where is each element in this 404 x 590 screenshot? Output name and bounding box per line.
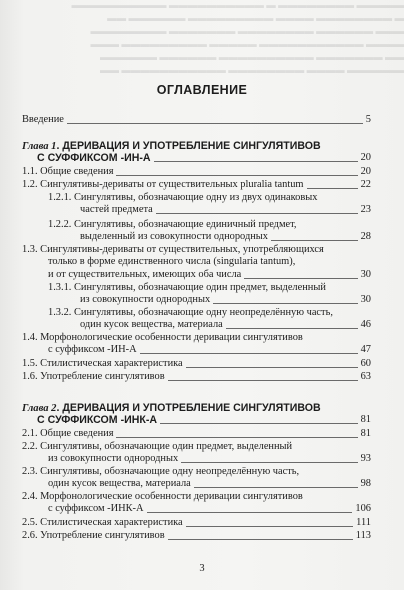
toc-entry-text: только в форме единственного числа (singularia tantum),	[48, 256, 296, 267]
leader-line	[168, 539, 353, 540]
toc-entry-text: 1.4. Морфонологические особенности деривации сингулятивов	[22, 332, 303, 343]
toc-entry-page: 30	[360, 294, 371, 305]
show-through-text: ▬▬▬▬▬ ▬▬▬▬▬▬▬▬ ▬ ▬▬▬▬▬▬▬▬▬▬ ▬▬▬▬▬▬▬▬▬▬ ▬ ▬▬▬▬▬▬▬▬ ▬▬▬▬ ▬▬▬▬▬▬▬▬▬ ▬▬▬▬▬▬ ▬▬ ▬▬▬ ▬▬▬▬▬▬ ▬▬▬▬▬▬▬▬ ▬▬▬▬▬▬▬ ▬▬▬▬▬▬▬▬ ▬▬▬▬ ▬▬▬▬▬▬▬▬▬▬▬ ▬▬▬▬▬ ▬▬▬▬▬▬▬▬▬ ▬▬▬ ▬▬ ▬▬▬▬▬▬▬ ▬▬▬▬▬▬▬▬▬▬ ▬▬▬▬▬▬ ▬▬▬▬▬▬ ▬▬▬▬▬▬ ▬▬▬▬ ▬▬▬▬▬▬▬▬ ▬▬▬▬▬▬▬▬▬▬▬ ▬▬	[71, 1, 404, 76]
toc-entry-text: 2.6. Употребление сингулятивов	[22, 530, 165, 541]
toc-entry-text: Введение	[22, 114, 64, 125]
toc-entry-text: 1.2. Сингулятивы-дериваты от существительных pluralia tantum	[22, 179, 304, 190]
leader-line	[307, 188, 358, 189]
chapter-label: Глава 1	[22, 141, 57, 152]
leader-line	[186, 526, 353, 527]
toc-entry-text: один кусок вещества, материала	[80, 319, 223, 330]
leader-line	[154, 161, 358, 162]
chapter-title: С СУФФИКСОМ -ИН-А	[37, 152, 151, 164]
toc-entry-text: 2.1. Общие сведения	[22, 428, 114, 439]
leader-line	[181, 462, 358, 463]
toc-entry-page: 98	[360, 478, 371, 489]
leader-line	[116, 175, 358, 176]
toc-entry-text: 1.3.2. Сингулятивы, обозначающие одну неопределённую часть,	[48, 307, 333, 318]
leader-line	[226, 328, 358, 329]
toc-entry-page: 63	[360, 371, 371, 382]
toc-entry-text: с суффиксом -ИН-А	[48, 344, 137, 355]
toc-entry-text: и от существительных, имеющих оба числа	[48, 269, 242, 280]
toc-entry-page: 113	[355, 530, 371, 541]
leader-line	[271, 240, 358, 241]
chapter-title: . ДЕРИВАЦИЯ И УПОТРЕБЛЕНИЕ СИНГУЛЯТИВОВ	[56, 402, 321, 414]
toc-entry-page: 106	[355, 503, 371, 514]
toc-entry-page: 20	[360, 152, 371, 163]
toc-entry-page: 28	[360, 231, 371, 242]
toc-entry-page: 81	[360, 414, 371, 425]
toc-entry-text: 2.2. Сингулятивы, обозначающие один предмет, выделенный	[22, 441, 293, 452]
toc-entry-text: частей предмета	[80, 204, 153, 215]
toc-entry-text: из совокупности однородных	[48, 453, 179, 464]
toc-entry-text: 2.5. Стилистическая характеристика	[22, 517, 183, 528]
toc-entry-text: 1.2.2. Сингулятивы, обозначающие единичный предмет,	[48, 219, 297, 230]
toc-entry-text: 2.3. Сингулятивы, обозначающие одну неопределённую часть,	[22, 466, 300, 477]
toc-entry-text: 1.2.1. Сингулятивы, обозначающие одну из двух одинаковых	[48, 192, 318, 203]
chapter-label: Глава 2	[22, 403, 57, 414]
toc-entry-page: 23	[360, 204, 371, 215]
page-title: ОГЛАВЛЕНИЕ	[156, 83, 248, 97]
toc-entry-text: из совокупности однородных	[80, 294, 211, 305]
toc-entry-text: выделенный из совокупности однородных	[80, 231, 268, 242]
leader-line	[194, 487, 358, 488]
toc-entry-page: 93	[360, 453, 371, 464]
leader-line	[147, 512, 352, 513]
leader-line	[244, 278, 358, 279]
toc-entry-text: 1.3.1. Сингулятивы, обозначающие один предмет, выделенный	[48, 282, 326, 293]
toc-entry-page: 47	[360, 344, 371, 355]
toc-entry-text: 1.6. Употребление сингулятивов	[22, 371, 165, 382]
toc-entry-text: 1.1. Общие сведения	[22, 166, 114, 177]
leader-line	[213, 303, 358, 304]
chapter-title: . ДЕРИВАЦИЯ И УПОТРЕБЛЕНИЕ СИНГУЛЯТИВОВ	[56, 140, 321, 152]
toc-entry-text: с суффиксом -ИНК-А	[48, 503, 144, 514]
toc-entry-page: 60	[360, 358, 371, 369]
toc-entry-text: 1.3. Сингулятивы-дериваты от существительных, употребляющихся	[22, 244, 324, 255]
leader-line	[67, 123, 363, 124]
toc-entry-page: 5	[365, 114, 371, 125]
chapter-title: С СУФФИКСОМ -ИНК-А	[37, 414, 158, 426]
leader-line	[168, 380, 358, 381]
toc-entry-page: 81	[360, 428, 371, 439]
leader-line	[116, 437, 358, 438]
leader-line	[160, 423, 358, 424]
toc-entry-text: 2.4. Морфонологические особенности деривации сингулятивов	[22, 491, 303, 502]
toc-entry-text: 1.5. Стилистическая характеристика	[22, 358, 183, 369]
leader-line	[140, 353, 358, 354]
page-number: 3	[199, 563, 205, 574]
toc-entry-page: 30	[360, 269, 371, 280]
toc-entry-page: 20	[360, 166, 371, 177]
toc-entry-page: 111	[356, 517, 371, 528]
leader-line	[186, 367, 358, 368]
toc-entry-text: один кусок вещества, материала	[48, 478, 191, 489]
toc-entry-page: 22	[360, 179, 371, 190]
leader-line	[156, 213, 358, 214]
toc-entry-page: 46	[360, 319, 371, 330]
